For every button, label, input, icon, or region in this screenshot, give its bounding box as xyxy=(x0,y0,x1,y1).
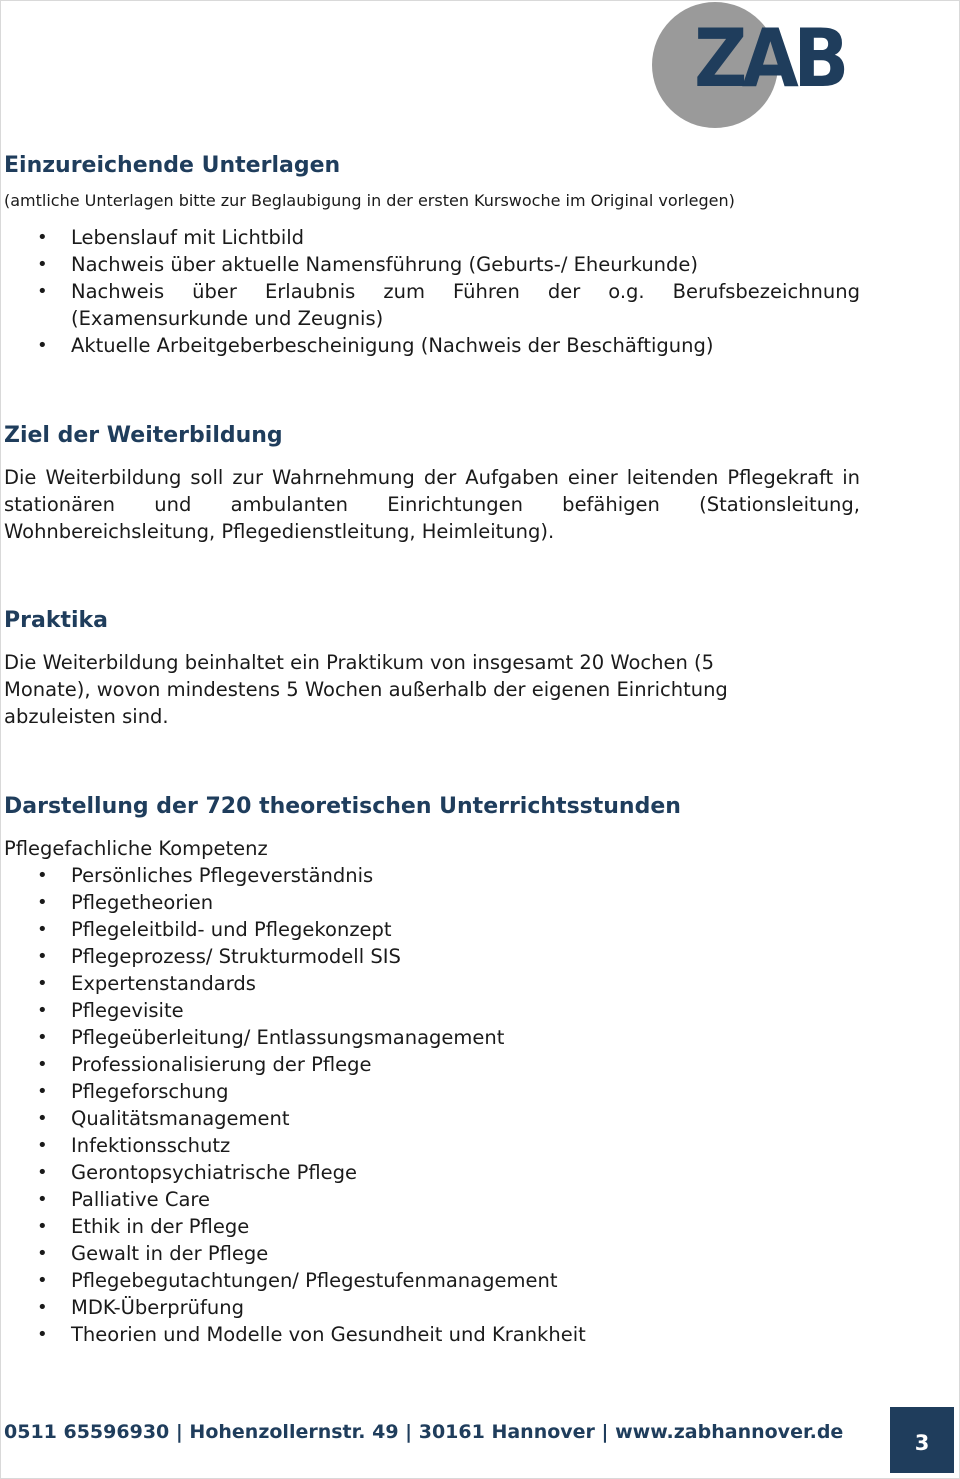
list-item: • Pflegeleitbild- und Pflegekonzept xyxy=(4,916,860,943)
list-item: • Nachweis über Erlaubnis zum Führen der o.g. Berufsbezeichnung (Examensurkunde und Zeugnis) xyxy=(4,278,860,332)
list-item: • Infektionsschutz xyxy=(4,1132,860,1159)
praktika-text: Die Weiterbildung beinhaltet ein Praktikum von insgesamt 20 Wochen (5 Monate), wovon mindestens 5 Wochen außerhalb der eigenen Einrichtung abzuleisten sind. xyxy=(4,651,728,728)
section-praktika xyxy=(4,607,860,730)
page-number: 3 xyxy=(890,1407,954,1473)
list-item: • Pflegevisite xyxy=(4,997,860,1024)
heading-ziel: Ziel der Weiterbildung xyxy=(4,423,283,448)
list-item: • Persönliches Pflegeverständnis xyxy=(4,862,860,889)
logo-text: ZAB xyxy=(694,12,844,105)
footer-contact: 0511 65596930 | Hohenzollernstr. 49 | 30161 Hannover | www.zabhannover.de xyxy=(4,1421,844,1443)
list-item: • Palliative Care xyxy=(4,1186,860,1213)
list-item: • Pflegetheorien xyxy=(4,889,860,916)
heading-unterlagen: Einzureichende Unterlagen xyxy=(4,153,341,178)
list-item: • MDK-Überprüfung xyxy=(4,1294,860,1321)
list-item: • Ethik in der Pflege xyxy=(4,1213,860,1240)
list-item: • Nachweis über aktuelle Namensführung (Geburts-/ Eheurkunde) xyxy=(4,251,860,278)
section-ziel xyxy=(4,422,860,545)
darstellung-list xyxy=(4,862,860,1348)
list-item: • Aktuelle Arbeitgeberbescheinigung (Nachweis der Beschäftigung) xyxy=(4,332,860,359)
section-darstellung xyxy=(4,793,860,1348)
unterlagen-note: (amtliche Unterlagen bitte zur Beglaubigung in der ersten Kurswoche im Original vorlegen) xyxy=(4,191,735,210)
ziel-text: Die Weiterbildung soll zur Wahrnehmung der Aufgaben einer leitenden Pflegekraft in stationären und ambulanten Einrichtungen befähigen (Stationsleitung, Wohnbereichsleitung, Pflegedienstleitung, Heimleitung). xyxy=(4,466,860,543)
zab-logo xyxy=(652,2,852,128)
list-item: • Pflegebegutachtungen/ Pflegestufenmanagement xyxy=(4,1267,860,1294)
unterlagen-list xyxy=(4,224,860,359)
list-item: • Pflegeprozess/ Strukturmodell SIS xyxy=(4,943,860,970)
list-item: • Gewalt in der Pflege xyxy=(4,1240,860,1267)
list-item: • Theorien und Modelle von Gesundheit und Krankheit xyxy=(4,1321,860,1348)
list-item: • Pflegeforschung xyxy=(4,1078,860,1105)
list-item: • Qualitätsmanagement xyxy=(4,1105,860,1132)
list-item: • Professionalisierung der Pflege xyxy=(4,1051,860,1078)
list-item: • Lebenslauf mit Lichtbild xyxy=(4,224,860,251)
heading-darstellung: Darstellung der 720 theoretischen Unterrichtsstunden xyxy=(4,794,681,819)
heading-praktika: Praktika xyxy=(4,608,108,633)
list-item: • Pflegeüberleitung/ Entlassungsmanagement xyxy=(4,1024,860,1051)
list-item: • Gerontopsychiatrische Pflege xyxy=(4,1159,860,1186)
section-unterlagen xyxy=(4,152,860,359)
list-item: • Expertenstandards xyxy=(4,970,860,997)
darstellung-lead: Pflegefachliche Kompetenz xyxy=(4,837,268,860)
